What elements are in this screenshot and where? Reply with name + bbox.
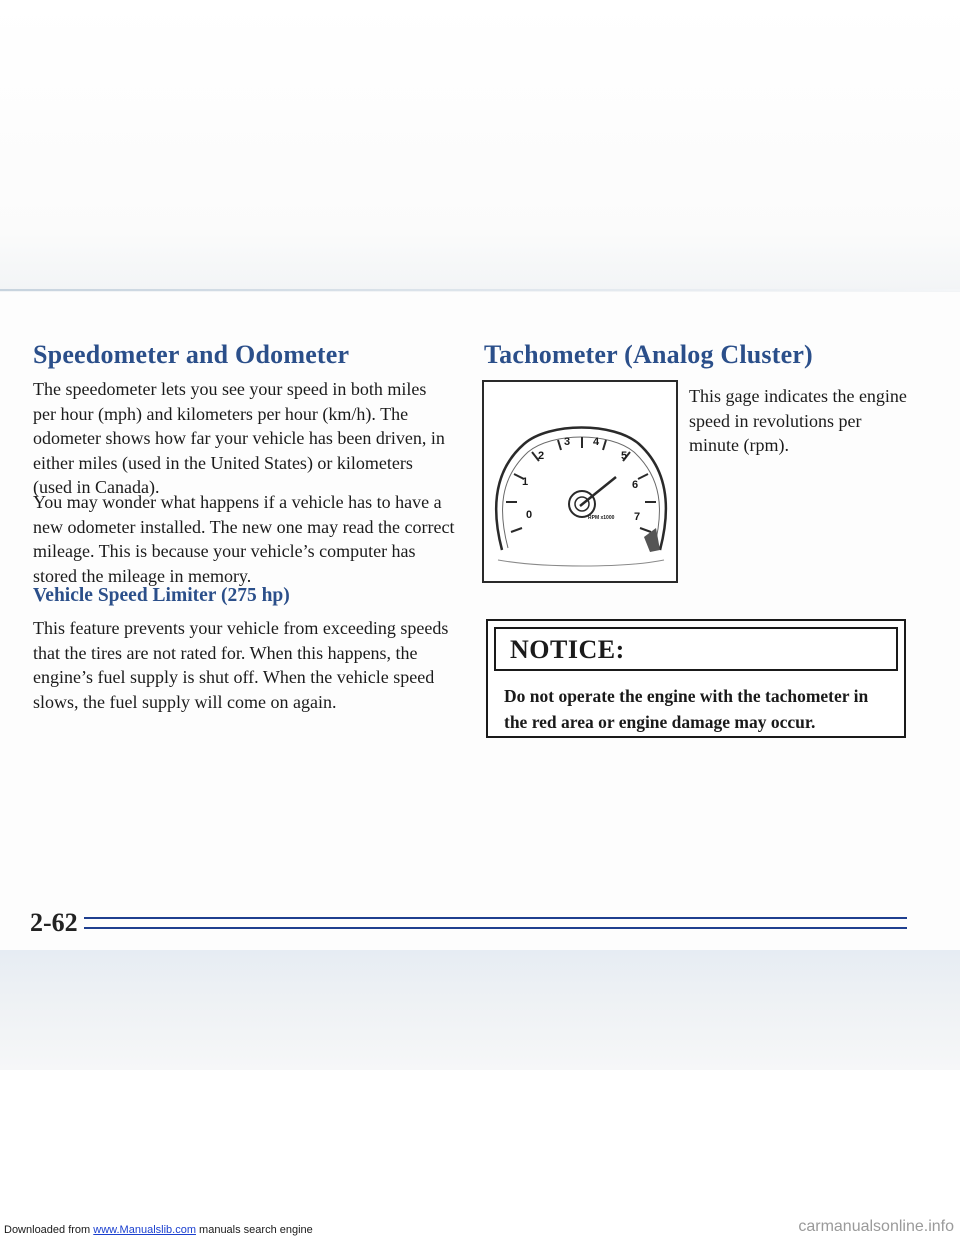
watermark: carmanualsonline.info — [798, 1218, 954, 1235]
tach-number-3: 3 — [564, 436, 571, 448]
page-number: 2-62 — [30, 908, 78, 937]
tach-number-4: 4 — [593, 436, 600, 448]
top-margin — [0, 0, 960, 292]
page-rule-top — [84, 917, 907, 919]
notice-box — [486, 619, 906, 738]
tach-rpm-label: RPM x1000 — [588, 515, 615, 521]
speed-limiter-heading: Vehicle Speed Limiter (275 hp) — [33, 585, 290, 606]
notice-text: Do not operate the engine with the tachometer in the red area or engine damage may occur. — [504, 686, 869, 732]
tach-number-6: 6 — [632, 479, 639, 491]
tach-number-1: 1 — [522, 476, 529, 488]
tachometer-heading: Tachometer (Analog Cluster) — [484, 340, 813, 369]
download-footer — [4, 1224, 313, 1236]
tach-number-2: 2 — [538, 450, 545, 462]
notice-header — [494, 627, 898, 671]
footer-prefix: Downloaded from — [4, 1224, 94, 1236]
bottom-margin — [0, 950, 960, 1070]
speed-limiter-paragraph: This feature prevents your vehicle from exceeding speeds that the tires are not rated for. When this happens, the engine’s fuel supply is shut off. When the vehicle speed slows, the fuel supply will come on again. — [33, 618, 449, 712]
tachometer-description: This gage indicates the engine speed in revolutions per minute (rpm). — [689, 386, 907, 455]
bottom-white-area — [0, 1070, 960, 1242]
footer-suffix: manuals search engine — [195, 1224, 313, 1236]
tach-number-7: 7 — [634, 511, 641, 523]
tach-number-0: 0 — [526, 509, 533, 521]
tach-number-5: 5 — [621, 450, 628, 462]
speedometer-heading: Speedometer and Odometer — [33, 340, 350, 369]
top-rule — [0, 289, 960, 291]
odometer-paragraph: You may wonder what happens if a vehicle has to have a new odometer installed. The new one may read the correct mileage. This is because your vehicle’s computer has stored the mileage in memory. — [33, 492, 455, 586]
tachometer-gauge-drawing — [484, 382, 676, 581]
page-rule-bottom — [84, 927, 907, 929]
tachometer-illustration — [482, 380, 678, 583]
manualslib-link[interactable]: www.Manualslib.com — [93, 1224, 196, 1236]
notice-title: NOTICE: — [510, 635, 625, 664]
speedometer-paragraph: The speedometer lets you see your speed in both miles per hour (mph) and kilometers per hour (km/h). The odometer shows how far your vehicle has been driven, in either miles (used in the United States) or kilometers (used in Canada). — [33, 379, 445, 497]
